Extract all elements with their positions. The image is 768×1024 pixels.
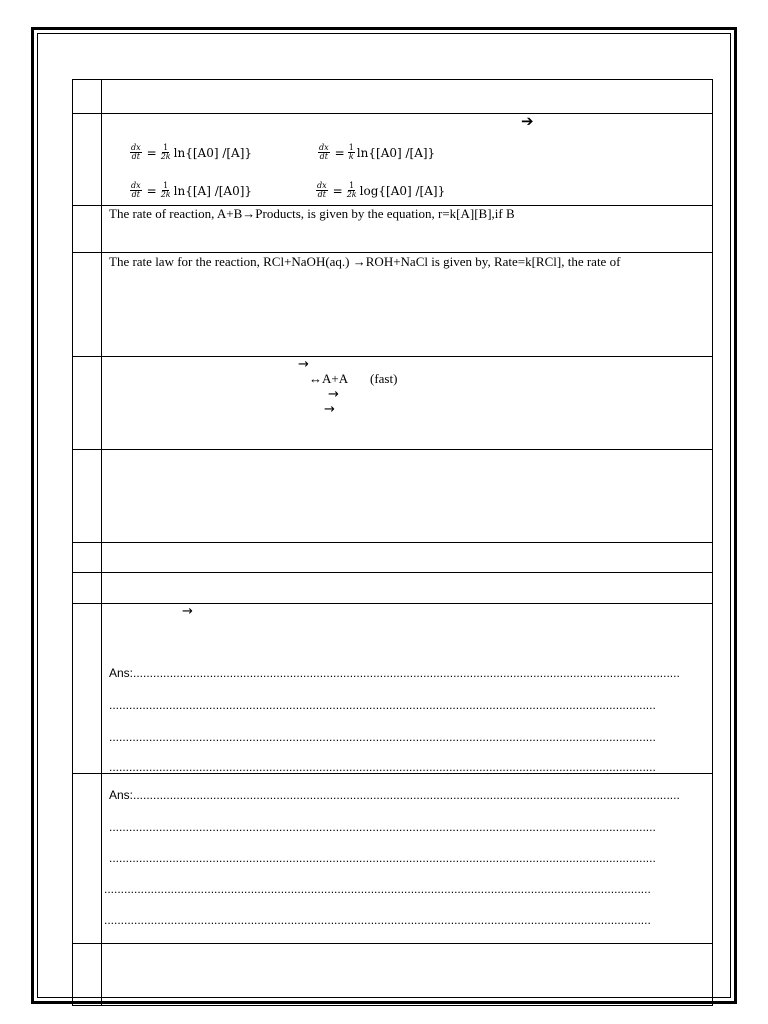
question-number-cell bbox=[73, 604, 102, 774]
coefficient-numerator: 1 bbox=[348, 143, 354, 152]
answer-line bbox=[109, 666, 705, 680]
question-number-cell bbox=[73, 206, 102, 253]
option-formula-d bbox=[316, 182, 445, 199]
function-argument: {[A0] /[A]} bbox=[368, 145, 436, 160]
coefficient-denominator: 2k bbox=[160, 152, 171, 161]
answer-line: .................................................................................................................................................................... bbox=[104, 913, 651, 927]
right-arrow-icon: → bbox=[328, 387, 339, 402]
question-cell bbox=[102, 450, 713, 543]
table-row bbox=[73, 450, 713, 543]
coefficient-denominator: k bbox=[348, 152, 354, 161]
reaction-step: ↔A+A bbox=[309, 371, 349, 386]
question-text: The rate law for the reaction, RCl+NaOH(aq.) →ROH+NaCl is given by, Rate=k[RCl], the rate of bbox=[109, 254, 621, 269]
coefficient-numerator: 1 bbox=[163, 181, 169, 190]
function-name: log bbox=[359, 183, 379, 198]
option-formula-c bbox=[130, 182, 252, 199]
answer-line: .................................................................................................................................................................... bbox=[109, 730, 656, 744]
function-argument: {[A] /[A0]} bbox=[185, 183, 253, 198]
fraction-denominator: dt bbox=[317, 190, 326, 199]
question-cell bbox=[102, 253, 713, 357]
table-row bbox=[73, 543, 713, 573]
question-cell bbox=[102, 206, 713, 253]
coefficient-denominator: 2k bbox=[346, 190, 357, 199]
answer-label: Ans: bbox=[109, 788, 134, 802]
table-row bbox=[73, 573, 713, 604]
table-row bbox=[73, 774, 713, 944]
question-cell bbox=[102, 114, 713, 206]
question-cell bbox=[102, 80, 713, 114]
answer-line bbox=[109, 788, 705, 802]
table-row bbox=[73, 206, 713, 253]
right-arrow-icon: → bbox=[182, 604, 193, 619]
table-row bbox=[73, 80, 713, 114]
question-number-cell bbox=[73, 573, 102, 604]
right-arrow-icon: ➔ bbox=[521, 112, 534, 130]
function-argument: {[A0] /[A]} bbox=[378, 183, 446, 198]
function-name: ln bbox=[173, 183, 186, 198]
question-number-cell bbox=[73, 114, 102, 206]
question-number-cell bbox=[73, 450, 102, 543]
option-formula-b bbox=[318, 144, 435, 161]
function-name: ln bbox=[356, 145, 369, 160]
question-cell bbox=[102, 604, 713, 774]
question-number-cell bbox=[73, 80, 102, 114]
question-cell bbox=[102, 774, 713, 944]
fraction-denominator: dt bbox=[131, 152, 140, 161]
question-cell bbox=[102, 543, 713, 573]
answer-dots: .................................................................................................................................................................... bbox=[133, 788, 680, 802]
table-row bbox=[73, 114, 713, 206]
question-text: The rate of reaction, A+B→Products, is given by the equation, r=k[A][B],if B bbox=[109, 206, 515, 221]
question-number-cell bbox=[73, 253, 102, 357]
question-number-cell bbox=[73, 357, 102, 450]
fraction-numerator: dx bbox=[131, 143, 141, 152]
equals-sign: = bbox=[332, 183, 343, 198]
answer-line: .................................................................................................................................................................... bbox=[109, 851, 656, 865]
question-cell bbox=[102, 357, 713, 450]
question-number-cell bbox=[73, 774, 102, 944]
answer-line: .................................................................................................................................................................... bbox=[109, 820, 656, 834]
answer-line: .................................................................................................................................................................... bbox=[104, 882, 651, 896]
right-arrow-icon: → bbox=[324, 402, 335, 417]
right-arrow-icon: → bbox=[298, 357, 309, 372]
coefficient-numerator: 1 bbox=[163, 143, 169, 152]
equals-sign: = bbox=[146, 183, 157, 198]
function-argument: {[A0] /[A]} bbox=[185, 145, 253, 160]
fraction-numerator: dx bbox=[319, 143, 329, 152]
question-cell bbox=[102, 573, 713, 604]
option-formula-a bbox=[130, 144, 252, 161]
question-table bbox=[72, 79, 713, 1006]
fraction-numerator: dx bbox=[317, 181, 327, 190]
answer-line: .................................................................................................................................................................... bbox=[109, 760, 656, 774]
fraction-denominator: dt bbox=[319, 152, 328, 161]
answer-label: Ans: bbox=[109, 666, 134, 680]
equals-sign: = bbox=[334, 145, 345, 160]
fraction-denominator: dt bbox=[131, 190, 140, 199]
table-row bbox=[73, 357, 713, 450]
question-number-cell bbox=[73, 944, 102, 1006]
coefficient-numerator: 1 bbox=[349, 181, 355, 190]
table-row bbox=[73, 944, 713, 1006]
coefficient-denominator: 2k bbox=[160, 190, 171, 199]
function-name: ln bbox=[173, 145, 186, 160]
reaction-step-label: (fast) bbox=[370, 371, 398, 386]
answer-dots: .................................................................................................................................................................... bbox=[133, 666, 680, 680]
question-number-cell bbox=[73, 543, 102, 573]
answer-line: .................................................................................................................................................................... bbox=[109, 698, 656, 712]
equals-sign: = bbox=[146, 145, 157, 160]
table-row bbox=[73, 253, 713, 357]
question-cell bbox=[102, 944, 713, 1006]
fraction-numerator: dx bbox=[131, 181, 141, 190]
table-row bbox=[73, 604, 713, 774]
